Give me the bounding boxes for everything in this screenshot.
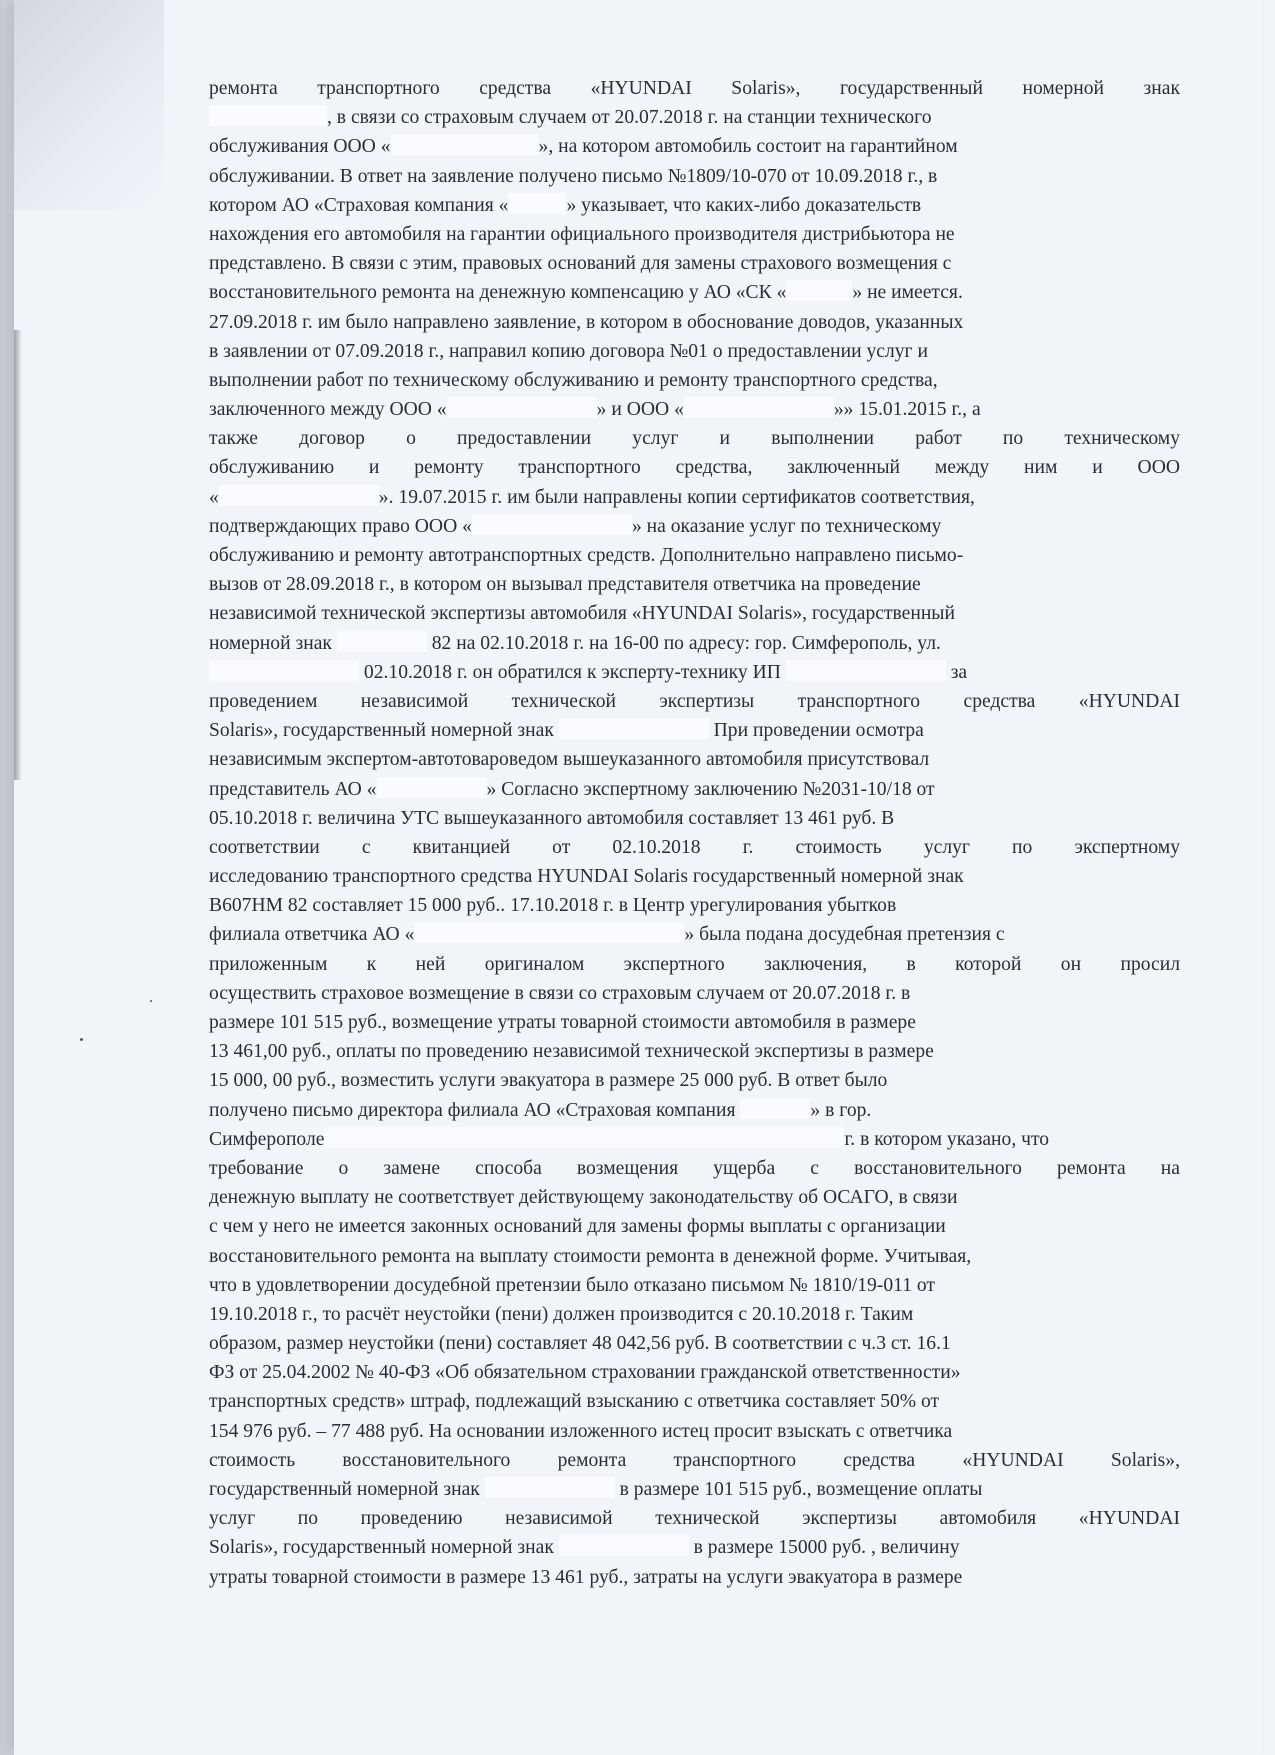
redaction	[740, 1098, 810, 1119]
text-line: транспортных средств» штраф, подлежащий взысканию с ответчика составляет 50% от	[209, 1391, 940, 1413]
text-line: ремонта транспортного средства «HYUNDAI Solaris», государственный номерной знак	[209, 78, 1180, 99]
scan-speck	[150, 1000, 152, 1002]
text-line: 13 461,00 руб., оплаты по проведению независимой технической экспертизы в размере	[209, 1041, 934, 1063]
text-line: с чем у него не имеется законных оснований для замены формы выплаты с организации	[209, 1216, 946, 1238]
redaction	[377, 777, 487, 798]
text-line: « ». 19.07.2015 г. им были направлены копии сертификатов соответствия,	[209, 486, 975, 508]
text-line: осуществить страховое возмещение в связи со страховым случаем от 20.07.2018 г. в	[209, 982, 911, 1004]
redaction	[219, 485, 379, 506]
text-line: государственный номерной знак в размере 101 515 руб., возмещение оплаты	[209, 1479, 983, 1500]
text-line: независимой технической экспертизы автомобиля «HYUNDAI Solaris», государственный	[209, 603, 955, 625]
text-line: приложенным к ней оригиналом экспертного заключения, в которой он просил	[209, 953, 1180, 975]
text-line: проведением независимой технической экспертизы транспортного средства «HYUNDAI	[209, 690, 1180, 712]
redaction	[447, 397, 597, 418]
text-line: 15 000, 00 руб., возместить услуги эвакуатора в размере 25 000 руб. В ответ было	[209, 1070, 888, 1092]
text-line: 154 976 руб. – 77 488 руб. На основании изложенного истец просит взыскать с ответчика	[209, 1420, 953, 1442]
text-line: котором АО «Страховая компания « » указывает, что каких-либо доказательств	[209, 194, 922, 216]
text-line: получено письмо директора филиала АО «Страховая компания » в гор.	[209, 1099, 872, 1121]
redaction	[324, 1127, 844, 1148]
text-line: вызов от 28.09.2018 г., в котором он вызывал представителя ответчика на проведение	[209, 574, 921, 596]
text-line: в заявлении от 07.09.2018 г., направил копию договора №01 о предоставлении услуг и	[209, 340, 928, 362]
text-line: представлено. В связи с этим, правовых оснований для замены страхового возмещения с	[209, 253, 952, 275]
redaction	[684, 397, 834, 418]
text-line: 05.10.2018 г. величина УТС вышеуказанного автомобиля составляет 13 461 руб. В	[209, 807, 895, 829]
text-line: обслуживании. В ответ на заявление получено письмо №1809/10-070 от 10.09.2018 г., в	[209, 165, 938, 187]
document-body	[209, 74, 1180, 1592]
text-line: номерной знак 82 на 02.10.2018 г. на 16-00 по адресу: гор. Симферополь, ул.	[209, 632, 941, 654]
text-line: обслуживанию и ремонту автотранспортных средств. Дополнительно направлено письмо-	[209, 545, 964, 566]
text-line: соответствии с квитанцией от 02.10.2018 г. стоимость услуг по экспертному	[209, 836, 1180, 858]
text-line: 02.10.2018 г. он обратился к эксперту-технику ИП за	[209, 658, 1180, 687]
text-line: восстановительного ремонта на выплату стоимости ремонта в денежной форме. Учитывая,	[209, 1245, 972, 1267]
redaction	[391, 134, 539, 155]
redaction	[786, 280, 852, 301]
text-line: В607НМ 82 составляет 15 000 руб.. 17.10.2018 г. в Центр урегулирования убытков	[209, 895, 897, 917]
text-line: требование о замене способа возмещения ущерба с восстановительного ремонта на	[209, 1157, 1180, 1179]
text-line: заключенного между ООО « » и ООО « »» 15.01.2015 г., а	[209, 399, 981, 421]
text-line: стоимость восстановительного ремонта транспортного средства «HYUNDAI Solaris»,	[209, 1449, 1180, 1471]
redaction	[337, 631, 427, 652]
text-line: также договор о предоставлении услуг и выполнении работ по техническому	[209, 428, 1180, 450]
text-line: размере 101 515 руб., возмещение утраты товарной стоимости автомобиля в размере	[209, 1012, 916, 1033]
redaction	[414, 922, 684, 943]
redaction	[209, 660, 359, 681]
text-line: представитель АО « » Согласно экспертному заключению №2031-10/18 от	[209, 778, 935, 800]
scan-speck	[80, 1038, 83, 1041]
text-line: услуг по проведению независимой технической экспертизы автомобиля «HYUNDAI	[209, 1508, 1180, 1530]
text-line: Симферополе г. в котором указано, что	[209, 1128, 1050, 1150]
redaction	[472, 514, 632, 535]
text-line: Solaris», государственный номерной знак в размере 15000 руб. , величину	[209, 1537, 960, 1559]
text-line: утраты товарной стоимости в размере 13 461 руб., затраты на услуги эвакуатора в размере	[209, 1566, 963, 1588]
text-line: образом, размер неустойки (пени) составляет 48 042,56 руб. В соответствии с ч.3 ст. 16.1	[209, 1333, 951, 1355]
text-line: , в связи со страховым случаем от 20.07.2018 г. на станции технического	[209, 103, 1180, 132]
redaction	[559, 1535, 689, 1556]
text-line: выполнении работ по техническому обслуживанию и ремонту транспортного средства,	[209, 369, 938, 391]
text-line: нахождения его автомобиля на гарантии официального производителя дистрибьютора не	[209, 223, 955, 245]
redaction	[485, 1477, 615, 1498]
text-line: ФЗ от 25.04.2002 № 40-ФЗ «Об обязательном страховании гражданской ответственности»	[209, 1362, 961, 1384]
text-line: что в удовлетворении досудебной претензии было отказано письмом № 1810/19-011 от	[209, 1274, 935, 1296]
text-line: денежную выплату не соответствует действующему законодательству об ОСАГО, в связи	[209, 1187, 958, 1209]
page-edge-shadow	[14, 330, 22, 780]
redaction	[209, 105, 327, 126]
text-line: обслуживания ООО « », на котором автомобиль состоит на гарантийном	[209, 136, 958, 158]
redaction	[786, 660, 946, 681]
text-line: подтверждающих право ООО « » на оказание услуг по техническому	[209, 515, 942, 537]
text-line: Solaris», государственный номерной знак При проведении осмотра	[209, 720, 924, 742]
text-line: обслуживанию и ремонту транспортного средства, заключенный между ним и ООО	[209, 457, 1180, 479]
text-line: восстановительного ремонта на денежную компенсацию у АО «СК « » не имеется.	[209, 282, 963, 304]
redaction	[508, 193, 566, 214]
redaction	[559, 718, 709, 739]
text-line: 27.09.2018 г. им было направлено заявление, в котором в обоснование доводов, указанных	[209, 311, 964, 333]
text-line: независимым экспертом-автотовароведом вышеуказанного автомобиля присутствовал	[209, 749, 930, 771]
text-line: 19.10.2018 г., то расчёт неустойки (пени) должен производится с 20.10.2018 г. Таким	[209, 1303, 914, 1325]
text-line: филиала ответчика АО « » была подана досудебная претензия с	[209, 924, 1005, 946]
text-line: исследованию транспортного средства HYUNDAI Solaris государственный номерной знак	[209, 866, 964, 888]
page-fold-corner	[14, 0, 164, 210]
